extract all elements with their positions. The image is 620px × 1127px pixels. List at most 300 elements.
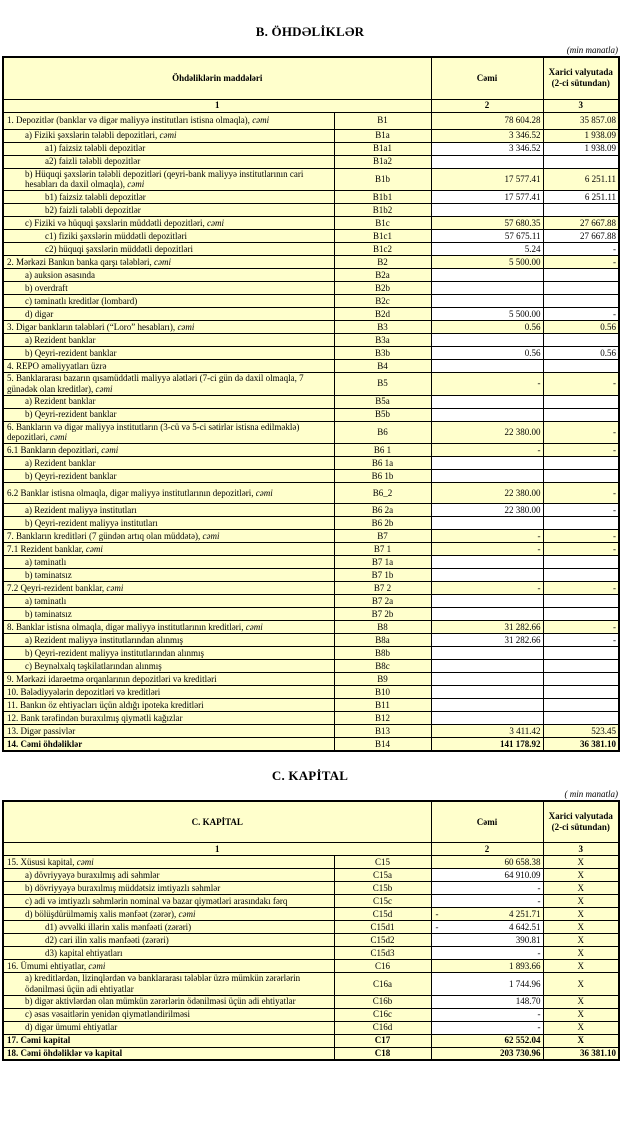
- table-row: [3, 204, 619, 217]
- row-label: 5. Banklararası bazarın qısamüddətli maliyyə alətləri (7-ci gün də daxil olmaqla, 7 günədək olan kreditlər), cəmi: [3, 373, 334, 396]
- row-label: a) Rezident maliyyə institutlarından alınmış: [3, 634, 334, 647]
- row-label: 7.2 Qeyri-rezident banklar, cəmi: [3, 582, 334, 595]
- section-c-unit-note: ( min manatla): [564, 788, 618, 799]
- row-label: 18. Cəmi öhdəliklər və kapital: [3, 1047, 334, 1060]
- table-row: [3, 934, 619, 947]
- row-code: B6 1b: [334, 470, 431, 483]
- row-code: B6: [334, 421, 431, 444]
- table-row: [3, 1034, 619, 1047]
- foreign-cell: X: [543, 1021, 619, 1034]
- table-row: [3, 155, 619, 168]
- total-cell: [431, 647, 543, 660]
- foreign-cell: X: [543, 869, 619, 882]
- foreign-cell: -: [543, 634, 619, 647]
- row-label: b) Qeyri-rezident banklar: [3, 470, 334, 483]
- colnum-1: 1: [3, 99, 431, 112]
- report-page: [2, 24, 618, 1061]
- row-code: B13: [334, 725, 431, 738]
- total-cell: [431, 595, 543, 608]
- foreign-cell: X: [543, 921, 619, 934]
- row-label: 17. Cəmi kapital: [3, 1034, 334, 1047]
- row-code: B2a: [334, 269, 431, 282]
- row-code: B2b: [334, 282, 431, 295]
- foreign-cell: -: [543, 543, 619, 556]
- table-row: [3, 347, 619, 360]
- row-code: B5b: [334, 408, 431, 421]
- row-code: C15: [334, 856, 431, 869]
- foreign-cell: [543, 282, 619, 295]
- row-code: C15a: [334, 869, 431, 882]
- foreign-cell: -: [543, 243, 619, 256]
- table-row: [3, 856, 619, 869]
- table-row: [3, 321, 619, 334]
- row-code: B8: [334, 621, 431, 634]
- total-cell: 1 893.66: [431, 960, 543, 973]
- foreign-cell: 6 251.11: [543, 168, 619, 191]
- row-label: c2) hüquqi şəxslərin müddətli depozitləri: [3, 243, 334, 256]
- total-cell: 22 380.00: [431, 504, 543, 517]
- foreign-cell: 35 857.08: [543, 112, 619, 129]
- row-code: C15d3: [334, 947, 431, 960]
- foreign-cell: 1 938.09: [543, 142, 619, 155]
- foreign-cell: 6 251.11: [543, 191, 619, 204]
- table-row: [3, 373, 619, 396]
- colnum-2: 2: [431, 843, 543, 856]
- table-row: [3, 660, 619, 673]
- table-row: [3, 308, 619, 321]
- foreign-cell: X: [543, 973, 619, 996]
- table-row: [3, 421, 619, 444]
- foreign-cell: 0.56: [543, 321, 619, 334]
- foreign-cell: X: [543, 995, 619, 1008]
- capital-table: [2, 800, 620, 1062]
- total-cell: [431, 517, 543, 530]
- total-cell: [431, 457, 543, 470]
- row-label: a) dövriyyəyə buraxılmış adi səhmlər: [3, 869, 334, 882]
- row-code: B1c1: [334, 230, 431, 243]
- row-label: b) Hüquqi şəxslərin tələbli depozitləri (qeyri-bank maliyyə institutlarının cari hesabları da daxil olmaqla), cəmi: [3, 168, 334, 191]
- total-cell: 17 577.41: [431, 191, 543, 204]
- row-code: C16a: [334, 973, 431, 996]
- row-label: 15. Xüsusi kapital, cəmi: [3, 856, 334, 869]
- table-row: [3, 621, 619, 634]
- row-code: B14: [334, 738, 431, 751]
- row-code: C18: [334, 1047, 431, 1060]
- foreign-cell: 523.45: [543, 725, 619, 738]
- foreign-cell: -: [543, 582, 619, 595]
- row-label: b) Qeyri-rezident banklar: [3, 347, 334, 360]
- row-label: 12. Bank tərəfindən buraxılmış qiymətli kağızlar: [3, 712, 334, 725]
- table-row: [3, 738, 619, 751]
- total-cell: 3 411.42: [431, 725, 543, 738]
- table-row: [3, 699, 619, 712]
- foreign-cell: 0.56: [543, 347, 619, 360]
- capital-total-header: Cəmi: [431, 801, 543, 843]
- foreign-cell: X: [543, 960, 619, 973]
- row-code: B3b: [334, 347, 431, 360]
- row-label: b) digər aktivlərdən olan mümkün zərərlərin ödənilməsi üçün adi ehtiyatlar: [3, 995, 334, 1008]
- total-cell: [431, 556, 543, 569]
- row-label: b) overdraft: [3, 282, 334, 295]
- total-cell: 148.70: [431, 995, 543, 1008]
- table-row: [3, 543, 619, 556]
- table-row: [3, 921, 619, 934]
- foreign-cell: 27 667.88: [543, 230, 619, 243]
- table-row: [3, 686, 619, 699]
- row-code: B6_2: [334, 483, 431, 504]
- liabilities-total-header: Cəmi: [431, 57, 543, 99]
- total-cell: 5.24: [431, 243, 543, 256]
- total-cell: 5 500.00: [431, 256, 543, 269]
- table-row: [3, 1021, 619, 1034]
- table-row: [3, 582, 619, 595]
- table-row: [3, 256, 619, 269]
- table-row: [3, 595, 619, 608]
- table-row: [3, 517, 619, 530]
- row-code: B6 2a: [334, 504, 431, 517]
- foreign-cell: [543, 269, 619, 282]
- row-code: B9: [334, 673, 431, 686]
- row-label: a) təminatlı: [3, 556, 334, 569]
- colnum-1: 1: [3, 843, 431, 856]
- total-cell: -: [431, 530, 543, 543]
- row-label: b) Qeyri-rezident banklar: [3, 408, 334, 421]
- total-cell: [431, 569, 543, 582]
- total-cell: [431, 712, 543, 725]
- table-row: [3, 960, 619, 973]
- capital-header-row: [3, 801, 619, 843]
- row-label: d1) əvvəlki illərin xalis mənfəəti (zərəri): [3, 921, 334, 934]
- table-row: [3, 712, 619, 725]
- table-row: [3, 334, 619, 347]
- row-code: C15c: [334, 895, 431, 908]
- table-row: [3, 243, 619, 256]
- foreign-cell: X: [543, 856, 619, 869]
- table-row: [3, 634, 619, 647]
- row-label: 9. Mərkəzi idarəetmə orqanlarının depozitləri və kreditləri: [3, 673, 334, 686]
- table-row: [3, 869, 619, 882]
- liabilities-foreign-header: Xarici valyutada (2-ci sütundan): [543, 57, 619, 99]
- table-row: [3, 282, 619, 295]
- foreign-cell: [543, 699, 619, 712]
- foreign-cell: [543, 608, 619, 621]
- table-row: [3, 483, 619, 504]
- total-cell: 5 500.00: [431, 308, 543, 321]
- foreign-cell: [543, 457, 619, 470]
- table-row: [3, 230, 619, 243]
- row-code: C16: [334, 960, 431, 973]
- table-row: [3, 647, 619, 660]
- total-cell: - 4 642.51: [431, 921, 543, 934]
- total-cell: 57 680.35: [431, 217, 543, 230]
- foreign-cell: X: [543, 882, 619, 895]
- row-label: 6. Bankların və digər maliyyə institutların (3-cü və 5-ci sətirlər istisna edilməklə) depozitləri, cəmi: [3, 421, 334, 444]
- row-label: 2. Mərkəzi Bankın banka qarşı tələbləri, cəmi: [3, 256, 334, 269]
- total-cell: [431, 204, 543, 217]
- table-row: [3, 168, 619, 191]
- table-row: [3, 470, 619, 483]
- foreign-cell: -: [543, 444, 619, 457]
- row-label: 8. Banklar istisna olmaqla, digər maliyyə institutlarının kreditləri, cəmi: [3, 621, 334, 634]
- row-code: B5a: [334, 395, 431, 408]
- foreign-cell: [543, 673, 619, 686]
- table-row: [3, 269, 619, 282]
- foreign-cell: [543, 334, 619, 347]
- row-code: B8c: [334, 660, 431, 673]
- table-row: [3, 142, 619, 155]
- table-row: [3, 444, 619, 457]
- foreign-cell: [543, 660, 619, 673]
- row-label: a) Rezident banklar: [3, 395, 334, 408]
- liabilities-colnum-row: [3, 99, 619, 112]
- capital-items-header: C. KAPİTAL: [3, 801, 431, 843]
- row-code: B6 2b: [334, 517, 431, 530]
- total-cell: [431, 360, 543, 373]
- row-label: d3) kapital ehtiyatları: [3, 947, 334, 960]
- row-code: C15d1: [334, 921, 431, 934]
- foreign-cell: [543, 556, 619, 569]
- foreign-cell: 27 667.88: [543, 217, 619, 230]
- row-code: B7 1a: [334, 556, 431, 569]
- row-code: B1b2: [334, 204, 431, 217]
- total-cell: 3 346.52: [431, 142, 543, 155]
- row-label: b) Qeyri-rezident maliyyə institutlarından alınmış: [3, 647, 334, 660]
- row-code: B1a1: [334, 142, 431, 155]
- total-cell: 1 744.96: [431, 973, 543, 996]
- row-label: a) Fiziki şəxslərin tələbli depozitləri, cəmi: [3, 129, 334, 142]
- table-row: [3, 395, 619, 408]
- table-row: [3, 725, 619, 738]
- row-label: d) digər: [3, 308, 334, 321]
- row-label: 1. Depozitlər (banklar və digər maliyyə institutları istisna olmaqla), cəmi: [3, 112, 334, 129]
- section-c-title: C. KAPİTAL: [271, 767, 349, 783]
- foreign-cell: [543, 595, 619, 608]
- row-label: d) digər ümumi ehtiyatlar: [3, 1021, 334, 1034]
- row-code: B7: [334, 530, 431, 543]
- liabilities-header-row: [3, 57, 619, 99]
- row-code: C17: [334, 1034, 431, 1047]
- foreign-cell: [543, 155, 619, 168]
- table-row: [3, 457, 619, 470]
- row-code: B8a: [334, 634, 431, 647]
- row-code: C16b: [334, 995, 431, 1008]
- table-row: [3, 360, 619, 373]
- total-cell: 0.56: [431, 347, 543, 360]
- total-cell: [431, 282, 543, 295]
- row-label: c) əsas vəsaitlərin yenidən qiymətləndirilməsi: [3, 1008, 334, 1021]
- foreign-cell: -: [543, 530, 619, 543]
- total-cell: [431, 470, 543, 483]
- row-code: B8b: [334, 647, 431, 660]
- total-cell: 22 380.00: [431, 483, 543, 504]
- foreign-cell: 1 938.09: [543, 129, 619, 142]
- total-cell: [431, 295, 543, 308]
- row-code: B1: [334, 112, 431, 129]
- foreign-cell: -: [543, 373, 619, 396]
- row-code: B1a: [334, 129, 431, 142]
- table-row: [3, 569, 619, 582]
- total-cell: 31 282.66: [431, 621, 543, 634]
- total-cell: 3 346.52: [431, 129, 543, 142]
- table-row: [3, 530, 619, 543]
- row-code: B1a2: [334, 155, 431, 168]
- section-b-title: B. ÖHDƏLİKLƏR: [255, 24, 365, 39]
- section-b-unit-note: (min manatla): [566, 45, 618, 55]
- row-label: 11. Bankın öz ehtiyacları üçün aldığı ipoteka kreditləri: [3, 699, 334, 712]
- total-cell: -: [431, 582, 543, 595]
- row-label: d2) cari ilin xalis mənfəəti (zərəri): [3, 934, 334, 947]
- total-cell: -: [431, 543, 543, 556]
- row-label: c) təminatlı kreditlər (lombard): [3, 295, 334, 308]
- row-code: B7 2a: [334, 595, 431, 608]
- table-row: [3, 504, 619, 517]
- total-cell: 22 380.00: [431, 421, 543, 444]
- row-code: B1b: [334, 168, 431, 191]
- row-label: 6.1 Bankların depozitləri, cəmi: [3, 444, 334, 457]
- foreign-cell: 36 381.10: [543, 1047, 619, 1060]
- row-label: 14. Cəmi öhdəliklər: [3, 738, 334, 751]
- row-label: a) təminatlı: [3, 595, 334, 608]
- total-cell: 0.56: [431, 321, 543, 334]
- row-label: c) Beynəlxalq təşkilatlarından alınmış: [3, 660, 334, 673]
- row-code: B11: [334, 699, 431, 712]
- row-code: B1c2: [334, 243, 431, 256]
- row-label: 6.2 Banklar istisna olmaqla, digər maliyyə institutlarının depozitləri, cəmi: [3, 483, 334, 504]
- total-cell: -: [431, 373, 543, 396]
- table-row: [3, 191, 619, 204]
- foreign-cell: -: [543, 621, 619, 634]
- foreign-cell: [543, 569, 619, 582]
- colnum-2: 2: [431, 99, 543, 112]
- foreign-cell: [543, 204, 619, 217]
- row-label: c) Fiziki və hüquqi şəxslərin müddətli depozitləri, cəmi: [3, 217, 334, 230]
- row-code: B2c: [334, 295, 431, 308]
- foreign-cell: -: [543, 504, 619, 517]
- row-code: C15b: [334, 882, 431, 895]
- foreign-cell: -: [543, 256, 619, 269]
- row-code: B4: [334, 360, 431, 373]
- row-code: B7 1: [334, 543, 431, 556]
- row-code: B6 1a: [334, 457, 431, 470]
- row-code: C16c: [334, 1008, 431, 1021]
- total-cell: [431, 673, 543, 686]
- table-row: [3, 556, 619, 569]
- table-row: [3, 295, 619, 308]
- total-cell: 62 552.04: [431, 1034, 543, 1047]
- total-cell: -: [431, 947, 543, 960]
- total-cell: - 4 251.71: [431, 908, 543, 921]
- total-cell: -: [431, 1021, 543, 1034]
- table-row: [3, 1047, 619, 1060]
- total-cell: 31 282.66: [431, 634, 543, 647]
- row-label: b2) faizli tələbli depozitlər: [3, 204, 334, 217]
- row-code: B6 1: [334, 444, 431, 457]
- capital-colnum-row: [3, 843, 619, 856]
- foreign-cell: -: [543, 421, 619, 444]
- row-label: a) kreditlərdən, lizinqlərdən və banklararası tələblər üzrə mümkün zərərlərin ödənilməsi üçün adi ehtiyatlar: [3, 973, 334, 996]
- total-cell: [431, 686, 543, 699]
- table-row: [3, 673, 619, 686]
- total-cell: [431, 699, 543, 712]
- liabilities-table: [2, 56, 620, 752]
- total-cell: 203 730.96: [431, 1047, 543, 1060]
- foreign-cell: [543, 295, 619, 308]
- row-code: B1c: [334, 217, 431, 230]
- row-label: c) adi və imtiyazlı səhmlərin nominal və bazar qiymətləri arasındakı fərq: [3, 895, 334, 908]
- table-row: [3, 112, 619, 129]
- foreign-cell: -: [543, 483, 619, 504]
- foreign-cell: [543, 517, 619, 530]
- total-cell: 78 604.28: [431, 112, 543, 129]
- total-cell: 64 910.09: [431, 869, 543, 882]
- table-row: [3, 882, 619, 895]
- row-label: 16. Ümumi ehtiyatlar, cəmi: [3, 960, 334, 973]
- foreign-cell: -: [543, 308, 619, 321]
- row-label: b) təminatsız: [3, 569, 334, 582]
- foreign-cell: [543, 395, 619, 408]
- foreign-cell: [543, 408, 619, 421]
- total-cell: 141 178.92: [431, 738, 543, 751]
- row-code: B3a: [334, 334, 431, 347]
- row-label: 7.1 Rezident banklar, cəmi: [3, 543, 334, 556]
- row-label: a) Rezident maliyyə institutları: [3, 504, 334, 517]
- row-code: B7 1b: [334, 569, 431, 582]
- total-cell: -: [431, 882, 543, 895]
- row-label: 10. Bələdiyyələrin depozitləri və kreditləri: [3, 686, 334, 699]
- row-label: c1) fiziki şəxslərin müddətli depozitləri: [3, 230, 334, 243]
- table-row: [3, 895, 619, 908]
- table-row: [3, 608, 619, 621]
- foreign-cell: X: [543, 947, 619, 960]
- row-label: 3. Digər bankların tələbləri (“Loro” hesabları), cəmi: [3, 321, 334, 334]
- row-label: 13. Digər passivlər: [3, 725, 334, 738]
- total-cell: [431, 269, 543, 282]
- row-code: C15d: [334, 908, 431, 921]
- row-code: B2: [334, 256, 431, 269]
- row-label: 7. Bankların kreditləri (7 gündən artıq olan müddətə), cəmi: [3, 530, 334, 543]
- total-cell: -: [431, 1008, 543, 1021]
- total-cell: -: [431, 895, 543, 908]
- row-code: B2d: [334, 308, 431, 321]
- colnum-3: 3: [543, 843, 619, 856]
- foreign-cell: X: [543, 895, 619, 908]
- foreign-cell: 36 381.10: [543, 738, 619, 751]
- table-row: [3, 995, 619, 1008]
- total-cell: [431, 660, 543, 673]
- total-cell: [431, 334, 543, 347]
- row-code: C16d: [334, 1021, 431, 1034]
- row-code: B7 2b: [334, 608, 431, 621]
- row-label: a) auksion əsasında: [3, 269, 334, 282]
- table-row: [3, 129, 619, 142]
- foreign-cell: [543, 686, 619, 699]
- row-label: a1) faizsiz tələbli depozitlər: [3, 142, 334, 155]
- row-code: B3: [334, 321, 431, 334]
- foreign-cell: [543, 360, 619, 373]
- total-cell: [431, 608, 543, 621]
- foreign-cell: X: [543, 1034, 619, 1047]
- row-code: B7 2: [334, 582, 431, 595]
- table-row: [3, 947, 619, 960]
- colnum-3: 3: [543, 99, 619, 112]
- row-label: a) Rezident banklar: [3, 334, 334, 347]
- table-row: [3, 973, 619, 996]
- row-label: b) təminatsız: [3, 608, 334, 621]
- total-cell: 17 577.41: [431, 168, 543, 191]
- foreign-cell: X: [543, 1008, 619, 1021]
- total-cell: 60 658.38: [431, 856, 543, 869]
- row-label: d) bölüşdürülməmiş xalis mənfəət (zərər), cəmi: [3, 908, 334, 921]
